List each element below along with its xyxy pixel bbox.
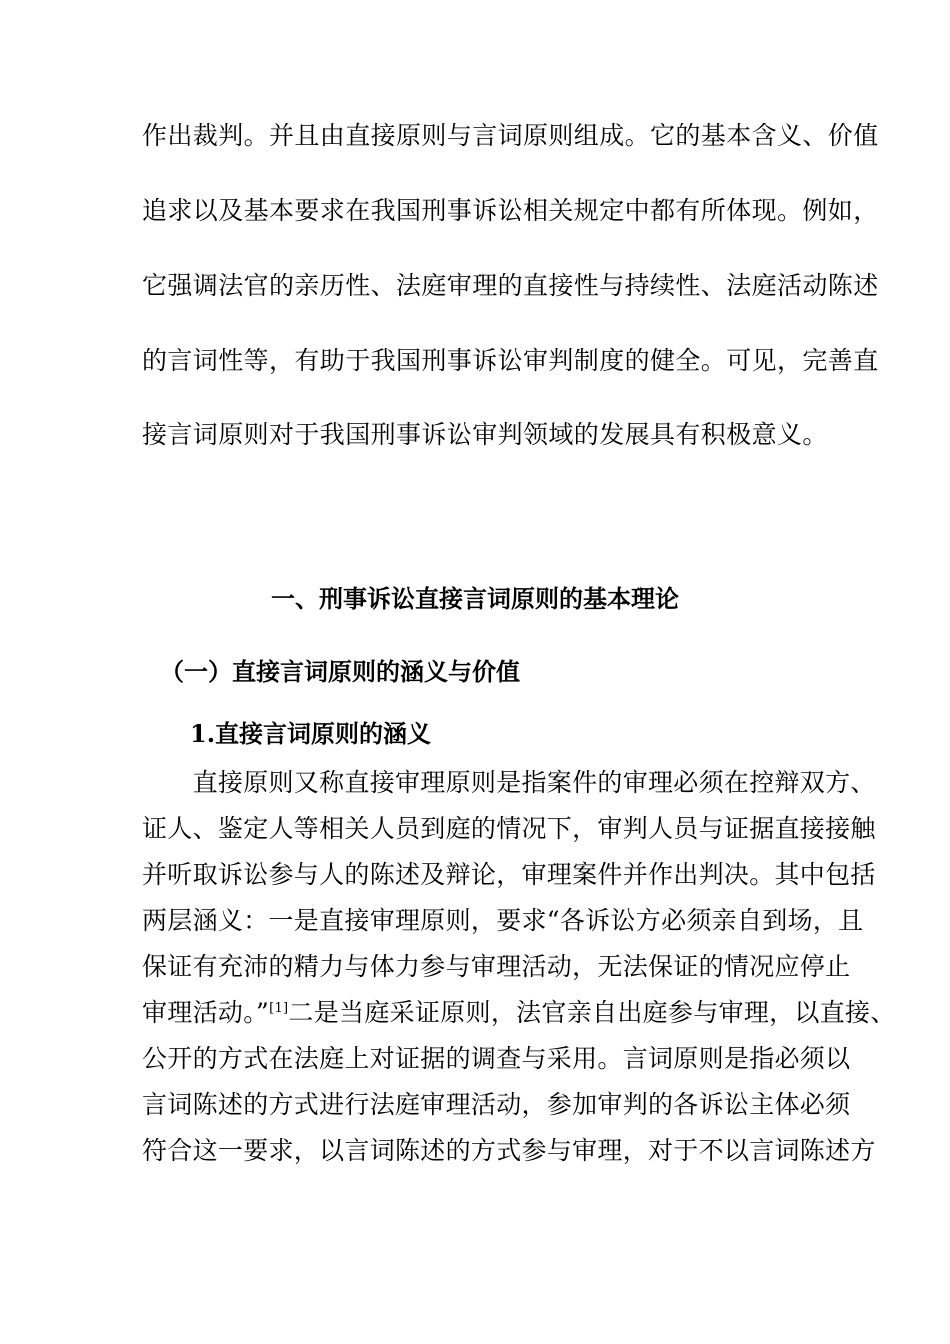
body-line: 言词陈述的方式进行法庭审理活动，参加审判的各诉讼主体必须 bbox=[142, 1090, 851, 1119]
body-text: 审理活动。” bbox=[142, 998, 270, 1027]
section-heading: 一、刑事诉讼直接言词原则的基本理论 bbox=[271, 585, 679, 613]
intro-line: 它强调法官的亲历性、法庭审理的直接性与持续性、法庭活动陈述 bbox=[142, 271, 879, 300]
body-line: 公开的方式在法庭上对证据的调查与采用。言词原则是指必须以 bbox=[142, 1044, 851, 1073]
citation-reference[interactable]: [1] bbox=[269, 1001, 289, 1016]
body-line: 直接原则又称直接审理原则是指案件的审理必须在控辩双方、 bbox=[142, 768, 876, 797]
body-line bbox=[142, 998, 896, 1027]
intro-line: 的言词性等，有助于我国刑事诉讼审判制度的健全。可见，完善直 bbox=[142, 346, 879, 375]
body-line: 保证有充沛的精力与体力参与审理活动，无法保证的情况应停止 bbox=[142, 952, 851, 981]
body-line: 并听取诉讼参与人的陈述及辩论，审理案件并作出判决。其中包括 bbox=[142, 860, 876, 889]
intro-line: 接言词原则对于我国刑事诉讼审判领域的发展具有积极意义。 bbox=[142, 420, 828, 449]
body-line: 符合这一要求，以言词陈述的方式参与审理，对于不以言词陈述方 bbox=[142, 1136, 876, 1165]
intro-line: 追求以及基本要求在我国刑事诉讼相关规定中都有所体现。例如， bbox=[142, 196, 879, 225]
subsection-heading: （一）直接言词原则的涵义与价值 bbox=[160, 658, 520, 686]
body-text: 二是当庭采证原则，法官亲自出庭参与审理，以直接、 bbox=[288, 998, 896, 1027]
body-line: 证人、鉴定人等相关人员到庭的情况下，审判人员与证据直接接触 bbox=[142, 814, 876, 843]
body-line: 两层涵义：一是直接审理原则，要求“各诉讼方必须亲自到场，且 bbox=[142, 906, 864, 935]
intro-line: 作出裁判。并且由直接原则与言词原则组成。它的基本含义、价值 bbox=[142, 121, 879, 150]
subsubsection-heading: 1.直接言词原则的涵义 bbox=[190, 719, 432, 748]
